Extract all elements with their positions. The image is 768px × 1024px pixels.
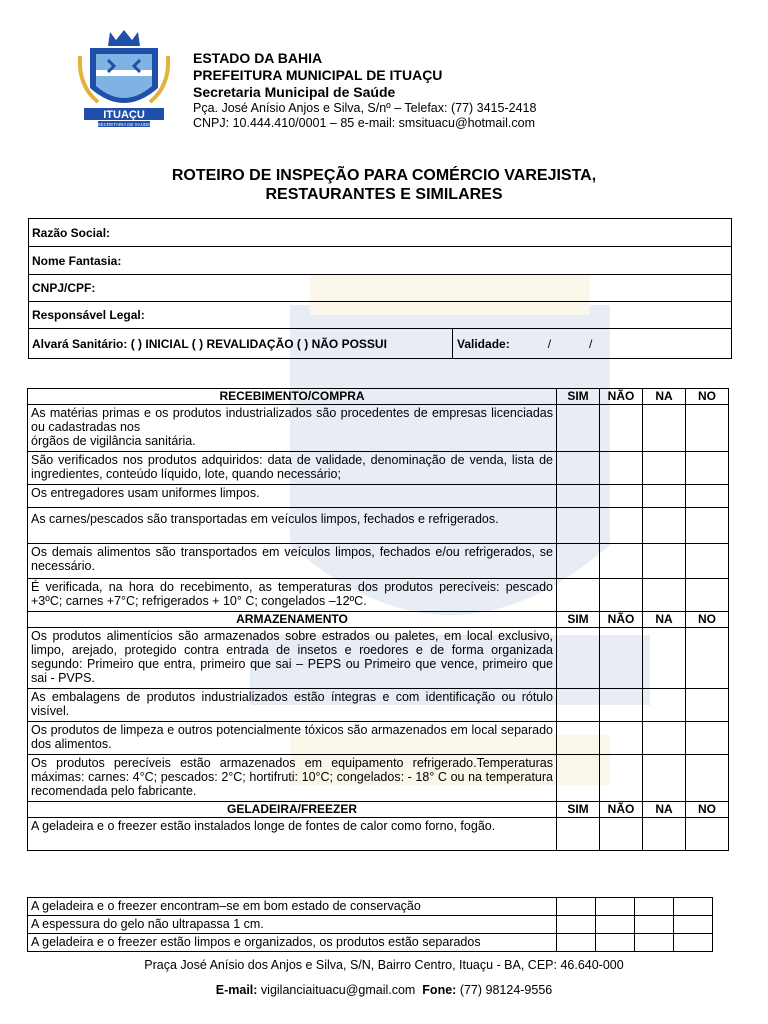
check-sim[interactable] <box>557 628 600 689</box>
check-no[interactable] <box>686 485 729 508</box>
check-nao[interactable] <box>600 405 643 452</box>
check-no[interactable] <box>686 722 729 755</box>
nome-fantasia-field[interactable] <box>29 247 731 275</box>
check-no[interactable] <box>674 934 713 952</box>
cnpj-field[interactable] <box>29 275 731 302</box>
item-text: É verificada, na hora do recebimento, as temperaturas dos produtos perecíveis: pescado +3ºC; carnes +7°C; refrigerados + 10° C; congelados –12ºC. <box>28 579 557 612</box>
logo-subtitle: SECRETARIA DE SAÚDE <box>97 122 151 127</box>
cnpj-line: CNPJ: 10.444.410/0001 – 85 e-mail: smsituacu@hotmail.com <box>193 116 536 130</box>
col-sim: SIM <box>557 612 600 628</box>
state-name: ESTADO DA BAHIA <box>193 50 323 66</box>
address-line: Pça. José Anísio Anjos e Silva, S/nº – Telefax: (77) 3415-2418 <box>193 101 537 115</box>
check-na[interactable] <box>643 722 686 755</box>
col-na: NA <box>643 802 686 818</box>
secretariat-name: Secretaria Municipal de Saúde <box>193 84 396 100</box>
item-text: Os entregadores usam uniformes limpos. <box>28 485 557 508</box>
check-na[interactable] <box>643 508 686 544</box>
checklist-row <box>28 689 729 722</box>
check-sim[interactable] <box>557 405 600 452</box>
check-nao[interactable] <box>600 452 643 485</box>
alvara-row <box>29 329 731 358</box>
inspection-checklist <box>27 388 729 851</box>
razao-social-label: Razão Social: <box>32 225 111 240</box>
checklist-row <box>28 405 729 452</box>
validade-field[interactable] <box>453 337 592 351</box>
phone-label: Fone: <box>422 983 457 997</box>
check-nao[interactable] <box>600 722 643 755</box>
check-nao[interactable] <box>600 544 643 579</box>
check-sim[interactable] <box>557 722 600 755</box>
email-link[interactable]: vigilanciaituacu@gmail.com <box>260 983 416 997</box>
footer-address: Praça José Anísio dos Anjos e Silva, S/N, Bairro Centro, Ituaçu - BA, CEP: 46.640-000 <box>144 958 624 972</box>
check-na[interactable] <box>643 405 686 452</box>
check-nao[interactable] <box>600 755 643 802</box>
check-sim[interactable] <box>557 916 596 934</box>
municipal-logo <box>74 26 174 130</box>
checklist-row <box>28 934 713 952</box>
inspection-checklist-continued <box>27 897 713 952</box>
check-no[interactable] <box>674 898 713 916</box>
crest-icon <box>74 26 174 130</box>
responsavel-label: Responsável Legal: <box>32 308 145 322</box>
section-header-armazenamento <box>28 612 729 628</box>
check-na[interactable] <box>635 898 674 916</box>
col-nao: NÃO <box>600 389 643 405</box>
col-no: NO <box>686 802 729 818</box>
item-text: Os produtos de limpeza e outros potencialmente tóxicos são armazenados em local separado dos alimentos. <box>28 722 557 755</box>
logo-text: ITUAÇU <box>103 109 145 121</box>
check-no[interactable] <box>686 544 729 579</box>
check-na[interactable] <box>643 628 686 689</box>
check-no[interactable] <box>686 579 729 612</box>
letterhead <box>193 50 536 131</box>
check-no[interactable] <box>674 916 713 934</box>
section-title: GELADEIRA/FREEZER <box>28 802 557 818</box>
check-nao[interactable] <box>600 628 643 689</box>
cnpj-label: CNPJ/CPF: <box>32 281 96 295</box>
checklist-row <box>28 579 729 612</box>
item-text-a: As matérias primas e os produtos industrializados são procedentes de empresas licenciadas ou cadastradas nos <box>31 406 553 434</box>
check-na[interactable] <box>643 818 686 851</box>
prefecture-name: PREFEITURA MUNICIPAL DE ITUAÇU <box>193 67 443 83</box>
checklist-row <box>28 722 729 755</box>
checklist-row <box>28 898 713 916</box>
check-sim[interactable] <box>557 508 600 544</box>
check-sim[interactable] <box>557 579 600 612</box>
responsavel-field[interactable] <box>29 302 731 329</box>
date-separator: / <box>589 336 593 351</box>
checklist-row <box>28 628 729 689</box>
check-na[interactable] <box>643 452 686 485</box>
validade-label: Validade: <box>457 336 510 351</box>
item-text: Os produtos alimentícios são armazenados sobre estrados ou paletes, em local exclusivo, limpo, arejado, protegido contra entrada de insetos e roedores e de forma organizada segundo: Primeiro que entra, primeiro que sai – PEPS ou Primeiro que vence, primeiro que sai - PVPS. <box>28 628 557 689</box>
check-nao[interactable] <box>596 916 635 934</box>
col-no: NO <box>686 389 729 405</box>
col-sim: SIM <box>557 802 600 818</box>
check-sim[interactable] <box>557 452 600 485</box>
check-nao[interactable] <box>596 898 635 916</box>
checklist-row <box>28 452 729 485</box>
check-nao[interactable] <box>600 579 643 612</box>
check-no[interactable] <box>686 818 729 851</box>
section-header-geladeira <box>28 802 729 818</box>
item-text: A geladeira e o freezer encontram–se em bom estado de conservação <box>28 898 557 916</box>
col-no: NO <box>686 612 729 628</box>
col-nao: NÃO <box>600 612 643 628</box>
item-text: Os produtos perecíveis estão armazenados em equipamento refrigerado.Temperaturas máximas: carnes: 4°C; pescados: 2°C; hortifruti: 10°C; congelados: - 18° C ou na temperatura recomendada pelo fabricante. <box>28 755 557 802</box>
phone-number: (77) 98124-9556 <box>459 983 553 997</box>
check-sim[interactable] <box>557 544 600 579</box>
checklist-row <box>28 544 729 579</box>
check-sim[interactable] <box>557 485 600 508</box>
item-text: A espessura do gelo não ultrapassa 1 cm. <box>28 916 557 934</box>
check-sim[interactable] <box>557 934 596 952</box>
item-text-b: órgãos de vigilância sanitária. <box>31 434 196 448</box>
check-no[interactable] <box>686 628 729 689</box>
check-no[interactable] <box>686 452 729 485</box>
check-no[interactable] <box>686 405 729 452</box>
check-nao[interactable] <box>600 689 643 722</box>
email-label: E-mail: <box>215 983 258 997</box>
check-na[interactable] <box>635 916 674 934</box>
checklist-row <box>28 818 729 851</box>
item-text: As carnes/pescados são transportadas em veículos limpos, fechados e refrigerados. <box>28 508 557 544</box>
check-na[interactable] <box>643 544 686 579</box>
item-text: As embalagens de produtos industrializados estão íntegras e com identificação ou rótulo visível. <box>28 689 557 722</box>
check-na[interactable] <box>643 579 686 612</box>
check-no[interactable] <box>686 689 729 722</box>
razao-social-field[interactable] <box>29 219 731 247</box>
section-header-recebimento <box>28 389 729 405</box>
check-sim[interactable] <box>557 898 596 916</box>
check-na[interactable] <box>643 689 686 722</box>
item-text: Os demais alimentos são transportados em veículos limpos, fechados e/ou refrigerados, se necessário. <box>28 544 557 579</box>
col-sim: SIM <box>557 389 600 405</box>
col-na: NA <box>643 612 686 628</box>
checklist-row <box>28 508 729 544</box>
check-no[interactable] <box>686 755 729 802</box>
checklist-row <box>28 755 729 802</box>
item-text: São verificados nos produtos adquiridos: data de validade, denominação de venda, lista de ingredientes, conteúdo líquido, lote, quando necessário; <box>28 452 557 485</box>
section-title: ARMAZENAMENTO <box>28 612 557 628</box>
item-text: A geladeira e o freezer estão instalados longe de fontes de calor como forno, fogão. <box>28 818 557 851</box>
check-nao[interactable] <box>596 934 635 952</box>
col-na: NA <box>643 389 686 405</box>
page-title <box>0 166 768 204</box>
footer-contact <box>0 983 768 997</box>
date-separator: / <box>547 336 552 351</box>
identification-box <box>28 218 732 359</box>
section-title: RECEBIMENTO/COMPRA <box>28 389 557 405</box>
check-na[interactable] <box>643 485 686 508</box>
check-sim[interactable] <box>557 689 600 722</box>
check-nao[interactable] <box>600 485 643 508</box>
checklist-row <box>28 916 713 934</box>
check-sim[interactable] <box>557 818 600 851</box>
check-na[interactable] <box>643 755 686 802</box>
check-nao[interactable] <box>600 818 643 851</box>
title-line-2: RESTAURANTES E SIMILARES <box>265 186 503 203</box>
nome-fantasia-label: Nome Fantasia: <box>32 253 122 268</box>
check-na[interactable] <box>635 934 674 952</box>
check-sim[interactable] <box>557 755 600 802</box>
alvara-label: Alvará Sanitário: ( ) INICIAL ( ) REVALIDAÇÃO ( ) NÃO POSSUI <box>32 336 387 351</box>
check-no[interactable] <box>686 508 729 544</box>
item-text <box>28 405 557 452</box>
checklist-row <box>28 485 729 508</box>
title-line-1: ROTEIRO DE INSPEÇÃO PARA COMÉRCIO VAREJISTA, <box>171 167 597 184</box>
col-nao: NÃO <box>600 802 643 818</box>
check-nao[interactable] <box>600 508 643 544</box>
item-text: A geladeira e o freezer estão limpos e organizados, os produtos estão separados <box>28 934 557 952</box>
alvara-field[interactable] <box>29 329 453 358</box>
